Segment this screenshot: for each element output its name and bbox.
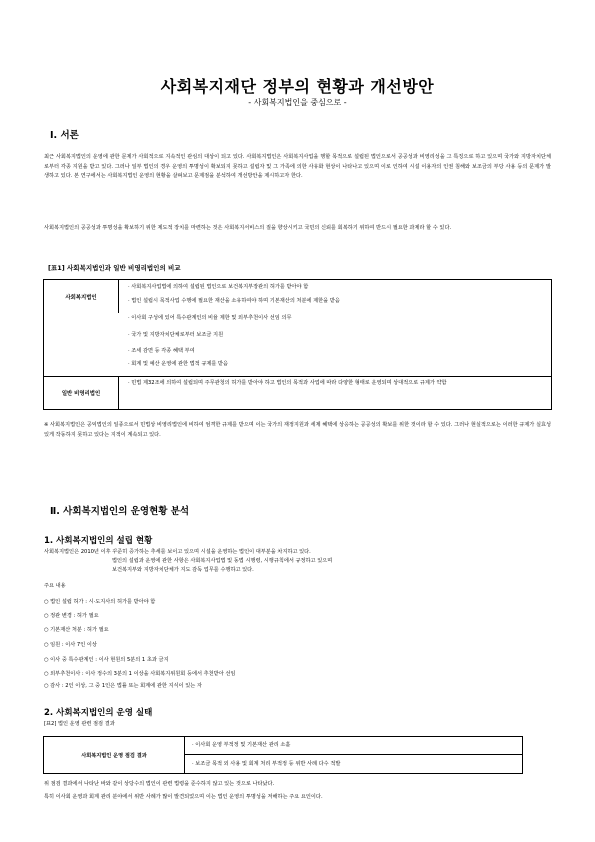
subsection1-item: ○ 임원 : 이사 7인 이상	[44, 642, 97, 648]
comparison-table	[43, 279, 552, 410]
inspection-table	[43, 736, 523, 774]
document-subtitle: - 사회복지법인을 중심으로 -	[248, 98, 347, 107]
table2-caption: [표2] 법인 운영 관련 점검 결과	[44, 721, 115, 727]
subsection1-list-label: 주요 내용	[44, 583, 66, 589]
subsection1-item: ○ 정관 변경 : 허가 필요	[44, 613, 99, 619]
table1-item: · 조세 감면 등 각종 혜택 부여	[128, 348, 195, 354]
section1-paragraph1: 최근 사회복지법인의 운영에 관한 문제가 사회적으로 지속적인 관심의 대상이 되고 있다. 사회복지법인은 사회복지사업을 행할 목적으로 설립된 법인으로서 공공성과 비영리성을 그 특징으로 하고 있으며 국가와 지방자치단체로부터 각종 지원을 받고 있다. 그러나 일부 법인의 경우 운영의 투명성이 확보되지 못하고 설립자 및 그 가족에 의한 사유화 현상이 나타나고 있으며 이로 인하여 시설 이용자의 인권 침해와 보조금의 부당 사용 등의 문제가 발생하고 있다. 본 연구에서는 사회복지법인 운영의 현황을 살펴보고 문제점을 분석하여 개선방안을 제시하고자 한다.	[44, 154, 551, 180]
subsection1-line: 사회복지법인은 2010년 이후 꾸준히 증가하는 추세를 보이고 있으며 시설을 운영하는 법인이 대부분을 차지하고 있다.	[44, 549, 311, 555]
subsection1-line: 법인의 설립과 운영에 관한 사항은 사회복지사업법 및 동법 시행령, 시행규칙에서 규정하고 있으며	[112, 558, 333, 564]
table1-item: · 국가 및 지방자치단체로부터 보조금 지원	[128, 332, 224, 338]
table1-label-bottom: 일반 비영리법인	[44, 376, 119, 409]
table1-item: · 법인 설립시 목적사업 수행에 필요한 재산을 소유하여야 하며 기본재산의 처분에 제한을 받음	[128, 298, 340, 304]
table2-label: 사회복지법인 운영 점검 결과	[44, 737, 185, 773]
closing-line: 위 점검 결과에서 나타난 바와 같이 상당수의 법인이 관련 법령을 준수하지 않고 있는 것으로 나타났다.	[44, 781, 275, 787]
note1: ※ 사회복지법인은 공익법인의 일종으로서 민법상 비영리법인에 비하여 엄격한 규제를 받으며 이는 국가의 재정지원과 세제 혜택에 상응하는 공공성의 확보를 위한 것이라 할 수 있다. 그러나 현실적으로는 이러한 규제가 실효성 있게 작동하지 못하고 있다는 지적이 계속되고 있다.	[44, 422, 551, 438]
table1-caption: [표1] 사회복지법인과 일반 비영리법인의 비교	[48, 264, 181, 272]
table2-divider	[184, 754, 522, 755]
table1-item: · 이사회 구성에 있어 특수관계인의 비율 제한 및 외부추천이사 선임 의무	[128, 315, 292, 321]
closing-line: 특히 이사회 운영과 회계 관리 분야에서 위반 사례가 많이 발견되었으며 이는 법인 운영의 투명성을 저해하는 주요 요인이다.	[44, 794, 323, 800]
section1-heading: Ⅰ. 서론	[50, 130, 79, 141]
section2-heading: Ⅱ. 사회복지법인의 운영현황 분석	[50, 506, 190, 517]
subsection1-line: 보건복지부와 지방자치단체가 지도 감독 업무를 수행하고 있다.	[112, 567, 254, 573]
subsection1-item: ○ 감사 : 2인 이상, 그 중 1인은 법률 또는 회계에 관한 지식이 있는 자	[44, 683, 202, 689]
table2-row: · 보조금 목적 외 사용 및 회계 처리 부적정 등 위반 사례 다수 적발	[192, 761, 341, 767]
table1-item: · 회계 및 예산 운영에 관한 법적 규제를 받음	[128, 361, 229, 367]
document-title: 사회복지재단 정부의 현황과 개선방안	[160, 77, 435, 96]
subsection1-heading: 1. 사회복지법인의 설립 현황	[44, 536, 153, 546]
subsection2-heading: 2. 사회복지법인의 운영 실태	[44, 708, 153, 718]
table1-divider	[44, 376, 551, 377]
table1-bottom-text: · 민법 제32조에 의하여 설립되며 주무관청의 허가를 받아야 하고 법인의 목적과 사업에 따라 다양한 형태로 운영되며 상대적으로 규제가 약함	[128, 380, 447, 386]
section1-paragraph2: 사회복지법인의 공공성과 투명성을 확보하기 위한 제도적 장치를 마련하는 것은 사회복지서비스의 질을 향상시키고 국민의 신뢰를 회복하기 위하여 반드시 필요한 과제라 할 수 있다.	[44, 225, 452, 231]
subsection1-item: ○ 법인 설립 허가 : 시·도지사의 허가를 받아야 함	[44, 599, 156, 605]
table1-item: · 사회복지사업법에 의하여 설립된 법인으로 보건복지부장관의 허가를 받아야 함	[128, 284, 309, 290]
table1-label-top: 사회복지법인	[44, 280, 119, 313]
subsection1-item: ○ 이사 중 특수관계인 : 이사 현원의 5분의 1 초과 금지	[44, 657, 169, 663]
subsection1-item: ○ 기본재산 처분 : 허가 필요	[44, 627, 109, 633]
subsection1-item: ○ 외부추천이사 : 이사 정수의 3분의 1 이상을 사회복지위원회 등에서 추천받아 선임	[44, 671, 236, 677]
table2-row: · 이사회 운영 부적정 및 기본재산 관리 소홀	[192, 742, 291, 748]
